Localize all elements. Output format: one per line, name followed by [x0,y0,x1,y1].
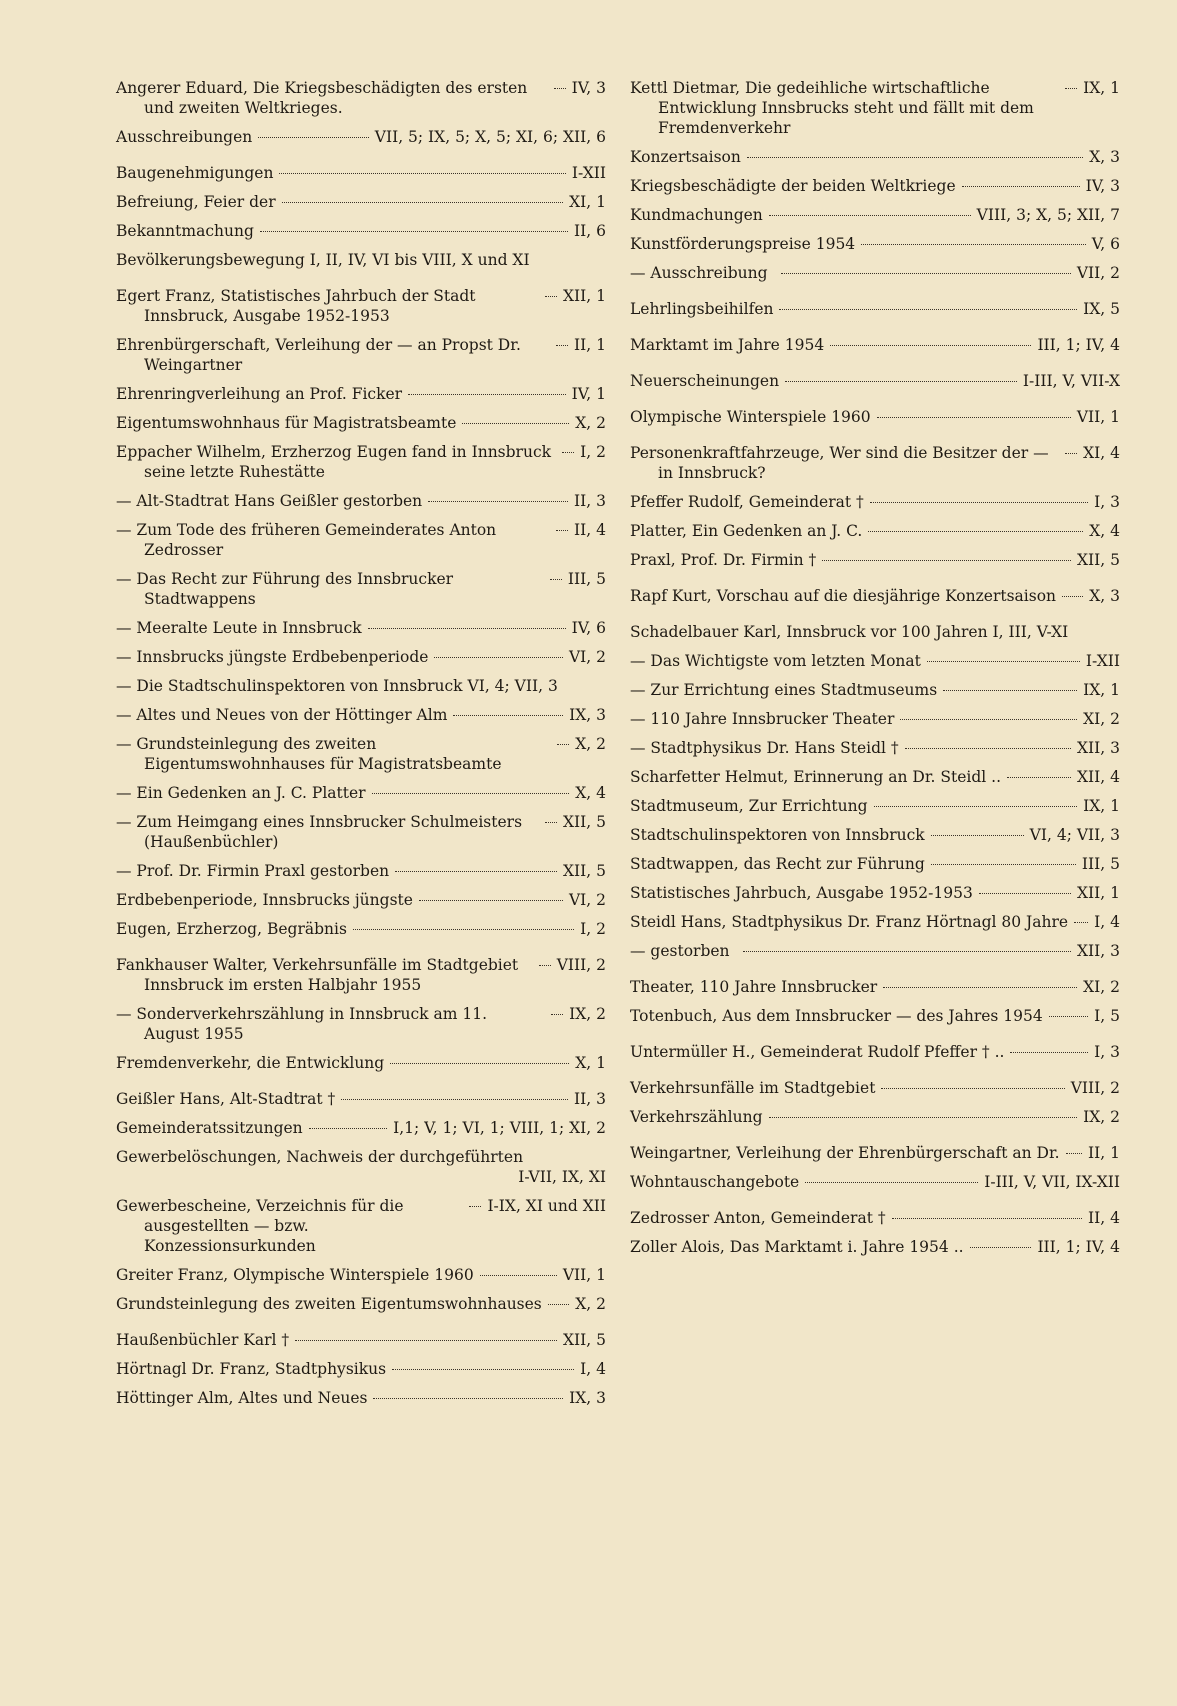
index-entry [630,1143,1120,1163]
dot-leader [868,531,1083,532]
index-entry [116,734,606,774]
index-entry-text: Kunstförderungspreise 1954 [630,235,856,253]
index-entry-text: Praxl, Prof. Dr. Firmin † [630,551,817,569]
index-entry [630,335,1120,355]
index-entry-reference: X, 2 [575,414,606,432]
index-entry-reference: X, 4 [1089,522,1120,540]
index-entry-text: Ehrenringverleihung an Prof. Ficker [116,385,403,403]
index-entry-reference: I, 4 [580,1360,606,1378]
index-entry-reference: VI, 2 [568,891,606,909]
index-entry-text: Kundmachungen [630,206,763,224]
index-entry-reference: I-III, V, VII, IX-XII [984,1173,1120,1191]
index-entry [630,622,1120,642]
index-entry-text: Eigentumswohnhaus für Magistratsbeamte [116,414,457,432]
index-entry-text: — Meeralte Leute in Innsbruck [116,619,362,637]
index-entry-text: Olympische Winterspiele 1960 [630,408,871,426]
index-entry-reference: VII, 5; IX, 5; X, 5; XI, 6; XII, 6 [374,128,606,146]
dot-leader [830,345,1031,346]
dot-leader [295,1340,557,1341]
index-entry [630,1078,1120,1098]
index-entry [116,442,606,482]
dot-leader [881,1088,1064,1089]
index-entry-reference: III, 5 [1081,855,1120,873]
index-entry [116,221,606,241]
dot-leader [931,835,1024,836]
index-entry-reference: I-IX, XI und XII [487,1197,606,1215]
index-entry-text: Haußenbüchler Karl † [116,1331,290,1349]
index-entry [116,78,606,118]
dot-leader [419,900,563,901]
index-entry-text: — Zum Tode des früheren Gemeinderates Anton Zedrosser [116,521,497,559]
dot-leader [562,452,574,453]
dot-leader [462,423,569,424]
index-entry [116,676,606,696]
index-entry-reference: VIII, 2 [556,956,606,974]
dot-leader [822,560,1071,561]
dot-leader [434,657,563,658]
dot-leader [480,1275,557,1276]
index-entry [630,586,1120,606]
index-entry-reference: I, 5 [1094,1007,1120,1025]
index-column-right [630,78,1120,1266]
index-entry-text: — gestorben [630,942,730,960]
index-entry-text: Kettl Dietmar, Die gedeihliche wirtschaftliche Entwicklung Innsbrucks steht und fällt mit dem Fremdenverkehr [630,79,1034,137]
index-entry [630,521,1120,541]
index-entry [630,941,1120,961]
index-entry-text: Bekanntmachung [116,222,254,240]
index-entry [630,492,1120,512]
index-entry-text: Personenkraftfahrzeuge, Wer sind die Besitzer der — in Innsbruck? [630,444,1049,482]
index-entry-text: Bevölkerungsbewegung I, II, IV, VI bis VIII, X und XI [116,251,530,269]
index-entry [630,1208,1120,1228]
dot-leader [900,719,1077,720]
index-entry-reference: I, 4 [1094,913,1120,931]
dot-leader [341,1099,568,1100]
index-entry-text: Egert Franz, Statistisches Jahrbuch der Stadt Innsbruck, Ausgabe 1952-1953 [116,287,476,325]
dot-leader [970,1247,1032,1248]
index-entry-text: Höttinger Alm, Altes und Neues [116,1389,368,1407]
index-entry-reference: VI, 4; VII, 3 [1029,826,1120,844]
dot-leader [861,244,1086,245]
dot-leader [1074,922,1088,923]
dot-leader [877,417,1071,418]
index-entry-text: — Das Recht zur Führung des Innsbrucker Stadtwappens [116,570,454,608]
index-entry-reference: II, 1 [574,336,606,354]
index-entry-text: Zoller Alois, Das Marktamt i. Jahre 1954 .. [630,1238,964,1256]
index-entry [116,1196,606,1256]
index-entry [116,705,606,725]
index-entry-reference: X, 3 [1089,587,1120,605]
index-entry-text: Baugenehmigungen [116,164,274,182]
index-entry [116,491,606,511]
index-entry-text: — Altes und Neues von der Höttinger Alm [116,706,448,724]
index-entry-reference: VIII, 2 [1070,1079,1120,1097]
index-entry-text: Gewerbescheine, Verzeichnis für die ausgestellten — bzw. Konzessionsurkunden [116,1197,404,1255]
index-entry [116,192,606,212]
index-entry-text: Scharfetter Helmut, Erinnerung an Dr. Steidl .. [630,768,1002,786]
index-entry-reference: XII, 3 [1077,739,1120,757]
index-entry-reference: IX, 3 [569,1389,606,1407]
index-entry-text: Neuerscheinungen [630,372,780,390]
index-entry [116,1359,606,1379]
index-entry-text: Verkehrszählung [630,1108,763,1126]
index-entry-text: Greiter Franz, Olympische Winterspiele 1960 [116,1266,474,1284]
index-entry-reference: I, 3 [1094,493,1120,511]
index-entry-text: Fremdenverkehr, die Entwicklung [116,1054,385,1072]
dot-leader [905,748,1071,749]
index-entry-reference: I-XII [1085,652,1120,670]
index-entry-text: Stadtschulinspektoren von Innsbruck [630,826,925,844]
dot-leader [392,1369,574,1370]
index-entry-reference: I-XII [571,164,606,182]
index-entry [116,1388,606,1408]
index-entry [630,854,1120,874]
index-entry-reference: X, 2 [575,1295,606,1313]
index-entry-text: Befreiung, Feier der [116,193,276,211]
index-entry [116,1118,606,1138]
index-entry [116,1265,606,1285]
index-entry-text: — Ausschreibung [630,264,768,282]
index-entry [116,163,606,183]
dot-leader [548,1304,569,1305]
dot-leader [408,394,566,395]
index-entry [116,812,606,852]
index-entry-reference: X, 1 [575,1054,606,1072]
index-entry-reference: XII, 1 [1077,884,1120,902]
index-entry-text: — Grundsteinlegung des zweiten Eigentumswohnhauses für Magistratsbeamte [116,735,502,773]
index-entry [630,205,1120,225]
index-entry-text: Eppacher Wilhelm, Erzherzog Eugen fand in Innsbruck seine letzte Ruhestätte [116,443,552,481]
dot-leader [545,296,557,297]
dot-leader [539,965,551,966]
index-entry-text: — Stadtphysikus Dr. Hans Steidl † [630,739,899,757]
index-entry-text: Schadelbauer Karl, Innsbruck vor 100 Jahren I, III, V-XI [630,623,1069,641]
index-entry [116,335,606,375]
index-entry-reference: I, 2 [580,920,606,938]
index-entry-reference: II, 4 [574,521,606,539]
index-entry-reference: XII, 5 [563,862,606,880]
index-entry [116,1330,606,1350]
index-entry-reference: VII, 1 [562,1266,606,1284]
dot-leader [883,987,1077,988]
index-entry-reference: II, 3 [574,492,606,510]
dot-leader [372,793,570,794]
index-entry [116,250,606,270]
index-entry [630,234,1120,254]
index-entry [116,569,606,609]
index-entry-text: Hörtnagl Dr. Franz, Stadtphysikus [116,1360,387,1378]
index-entry-text: Stadtmuseum, Zur Errichtung [630,797,868,815]
index-entry-text: Weingartner, Verleihung der Ehrenbürgerschaft an Dr. [630,1144,1060,1162]
dot-leader [557,744,569,745]
index-entry-reference: VIII, 3; X, 5; XII, 7 [976,206,1120,224]
index-entry [116,861,606,881]
index-entry-reference: VII, 1 [1076,408,1120,426]
index-entry-text: Rapf Kurt, Vorschau auf die diesjährige Konzertsaison [630,587,1057,605]
dot-leader [870,502,1088,503]
index-entry [630,299,1120,319]
dot-leader [943,690,1077,691]
index-entry-reference: I,1; V, 1; VI, 1; VIII, 1; XI, 2 [393,1119,606,1137]
index-entry-reference: IX, 2 [1083,1108,1120,1126]
index-entry-reference: IV, 3 [1085,177,1120,195]
index-entry-text: Steidl Hans, Stadtphysikus Dr. Franz Hörtnagl 80 Jahre [630,913,1069,931]
index-entry-text: Ausschreibungen [116,128,253,146]
index-entry-reference: XII, 4 [1077,768,1120,786]
index-entry-reference: XI, 2 [1083,710,1120,728]
dot-leader [554,88,566,89]
index-entry-text: — Zum Heimgang eines Innsbrucker Schulmeisters (Haußenbüchler) [116,813,523,851]
index-entry-text: Geißler Hans, Alt-Stadtrat † [116,1090,336,1108]
index-entry [630,78,1120,138]
index-entry [630,263,1120,283]
dot-leader [979,893,1071,894]
index-entry [630,1237,1120,1257]
index-entry-text: Statistisches Jahrbuch, Ausgabe 1952-1953 [630,884,973,902]
index-entry-text: — Ein Gedenken an J. C. Platter [116,784,366,802]
index-entry-text: — Innsbrucks jüngste Erdbebenperiode [116,648,429,666]
index-entry-reference: XII, 5 [563,1331,606,1349]
dot-leader [545,822,557,823]
index-entry-reference: IV, 6 [571,619,606,637]
dot-leader [1065,453,1077,454]
index-entry-text: Kriegsbeschädigte der beiden Weltkriege [630,177,956,195]
dot-leader [453,715,563,716]
index-entry [630,407,1120,427]
dot-leader [260,231,568,232]
index-entry-reference: II, 3 [574,1090,606,1108]
index-entry-reference: XI, 1 [569,193,606,211]
index-entry-reference: I-III, V, VII-X [1022,372,1120,390]
index-entry-reference: II, 4 [1088,1209,1120,1227]
index-entry-reference: XI, 2 [1083,978,1120,996]
index-entry-reference: IV, 3 [571,79,606,97]
index-entry [630,883,1120,903]
dot-leader [1010,1052,1088,1053]
dot-leader [1066,1153,1082,1154]
index-entry [630,825,1120,845]
dot-leader [1065,88,1077,89]
index-entry [630,767,1120,787]
index-entry-text: Theater, 110 Jahre Innsbrucker [630,978,878,996]
dot-leader [1062,596,1083,597]
index-entry-reference: I, 3 [1094,1043,1120,1061]
index-entry [630,738,1120,758]
index-entry [630,912,1120,932]
dot-leader [309,1128,387,1129]
index-entry [630,1172,1120,1192]
index-entry-text: Angerer Eduard, Die Kriegsbeschädigten des ersten und zweiten Weltkrieges. [116,79,528,117]
index-entry-reference: XII, 1 [563,287,606,305]
dot-leader [1007,777,1071,778]
index-entry-reference: X, 3 [1089,148,1120,166]
index-entry-reference: V, 6 [1091,235,1120,253]
index-entry-reference: I-VII, IX, XI [518,1168,606,1186]
index-entry [116,1053,606,1073]
dot-leader [258,137,368,138]
index-entry-text: — Sonderverkehrszählung in Innsbruck am 11. August 1955 [116,1005,488,1043]
index-entry-text: Stadtwappen, das Recht zur Führung [630,855,925,873]
index-entry [630,147,1120,167]
dot-leader [769,215,971,216]
index-entry [116,520,606,560]
index-entry-reference: IX, 2 [569,1005,606,1023]
index-entry [630,1006,1120,1026]
index-entry-reference: XII, 5 [1077,551,1120,569]
dot-leader [556,345,568,346]
dot-leader [282,202,563,203]
index-entry-text: — Alt-Stadtrat Hans Geißler gestorben [116,492,423,510]
index-entry-text: Verkehrsunfälle im Stadtgebiet [630,1079,876,1097]
dot-leader [927,661,1080,662]
index-entry-text: — Die Stadtschulinspektoren von Innsbruck VI, 4; VII, 3 [116,677,558,695]
index-entry-reference: VI, 2 [568,648,606,666]
index-entry-reference: I, 2 [580,443,606,461]
index-entry [630,176,1120,196]
dot-leader [781,273,1071,274]
dot-leader [469,1206,481,1207]
index-entry [630,796,1120,816]
index-entry-text: Platter, Ein Gedenken an J. C. [630,522,863,540]
index-entry [630,977,1120,997]
index-entry-reference: III, 1; IV, 4 [1037,336,1120,354]
dot-leader [874,806,1078,807]
dot-leader [892,1218,1082,1219]
index-entry-text: Wohntauschangebote [630,1173,800,1191]
index-entry-text: — Prof. Dr. Firmin Praxl gestorben [116,862,390,880]
index-entry-reference: IX, 3 [569,706,606,724]
index-entry-reference: VII, 2 [1076,264,1120,282]
dot-leader [368,628,566,629]
index-entry [116,1147,606,1187]
index-entry-reference: X, 4 [575,784,606,802]
index-entry [630,371,1120,391]
dot-leader [785,381,1017,382]
index-entry [116,127,606,147]
index-entry-reference: III, 5 [567,570,606,588]
index-entry-text: Konzertsaison [630,148,741,166]
index-entry-reference: XII, 5 [563,813,606,831]
dot-leader [550,579,562,580]
dot-leader [743,951,1071,952]
index-entry-reference: IX, 1 [1083,797,1120,815]
index-entry [116,413,606,433]
dot-leader [962,186,1080,187]
dot-leader [805,1182,978,1183]
index-entry-reference: IX, 1 [1083,681,1120,699]
index-entry-text: — Das Wichtigste vom letzten Monat [630,652,921,670]
index-entry-text: Erdbebenperiode, Innsbrucks jüngste [116,891,413,909]
index-entry [116,890,606,910]
index-entry [630,651,1120,671]
dot-leader [931,864,1076,865]
index-entry [116,783,606,803]
index-entry-text: — Zur Errichtung eines Stadtmuseums [630,681,938,699]
index-entry [630,1042,1120,1062]
index-entry [116,955,606,995]
dot-leader [556,530,568,531]
dot-leader [428,501,568,502]
dot-leader [1049,1016,1088,1017]
index-entry-text: — 110 Jahre Innsbrucker Theater [630,710,895,728]
dot-leader [395,871,557,872]
index-entry-text: Fankhauser Walter, Verkehrsunfälle im Stadtgebiet Innsbruck im ersten Halbjahr 1955 [116,956,519,994]
index-entry-reference: II, 6 [574,222,606,240]
index-entry-reference: IV, 1 [571,385,606,403]
index-entry [116,1294,606,1314]
index-entry-reference: XI, 4 [1083,444,1120,462]
index-entry-text: Untermüller H., Gemeinderat Rudolf Pfeffer † .. [630,1043,1005,1061]
index-entry-text: Gewerbelöschungen, Nachweis der durchgeführten [116,1148,524,1166]
index-entry-reference: IX, 1 [1083,79,1120,97]
index-entry [630,443,1120,483]
index-entry-text: Grundsteinlegung des zweiten Eigentumswohnhauses [116,1295,542,1313]
index-entry-reference: XII, 3 [1077,942,1120,960]
dot-leader [390,1063,569,1064]
index-entry-text: Eugen, Erzherzog, Begräbnis [116,920,347,938]
index-entry [116,1089,606,1109]
dot-leader [279,173,565,174]
index-entry [630,709,1120,729]
index-entry-text: Lehrlingsbeihilfen [630,300,774,318]
index-entry-text: Zedrosser Anton, Gemeinderat † [630,1209,886,1227]
index-entry-text: Totenbuch, Aus dem Innsbrucker — des Jahres 1954 [630,1007,1043,1025]
index-entry-text: Gemeinderatssitzungen [116,1119,303,1137]
dot-leader [779,309,1077,310]
dot-leader [769,1117,1078,1118]
index-entry [116,1004,606,1044]
index-entry [630,680,1120,700]
dot-leader [373,1398,563,1399]
index-entry-reference: II, 1 [1088,1144,1120,1162]
index-entry-reference: IX, 5 [1083,300,1120,318]
index-entry [116,919,606,939]
dot-leader [747,157,1083,158]
index-column-left [116,78,606,1417]
index-entry [630,550,1120,570]
index-entry-reference: X, 2 [575,735,606,753]
dot-leader [551,1014,563,1015]
index-entry-text: Ehrenbürgerschaft, Verleihung der — an Propst Dr. Weingartner [116,336,521,374]
index-entry-reference: III, 1; IV, 4 [1037,1238,1120,1256]
dot-leader [353,929,574,930]
index-entry [116,647,606,667]
index-entry-text: Marktamt im Jahre 1954 [630,336,825,354]
index-entry [116,286,606,326]
index-entry [116,384,606,404]
index-entry [630,1107,1120,1127]
index-entry-text: Pfeffer Rudolf, Gemeinderat † [630,493,864,511]
index-entry [116,618,606,638]
